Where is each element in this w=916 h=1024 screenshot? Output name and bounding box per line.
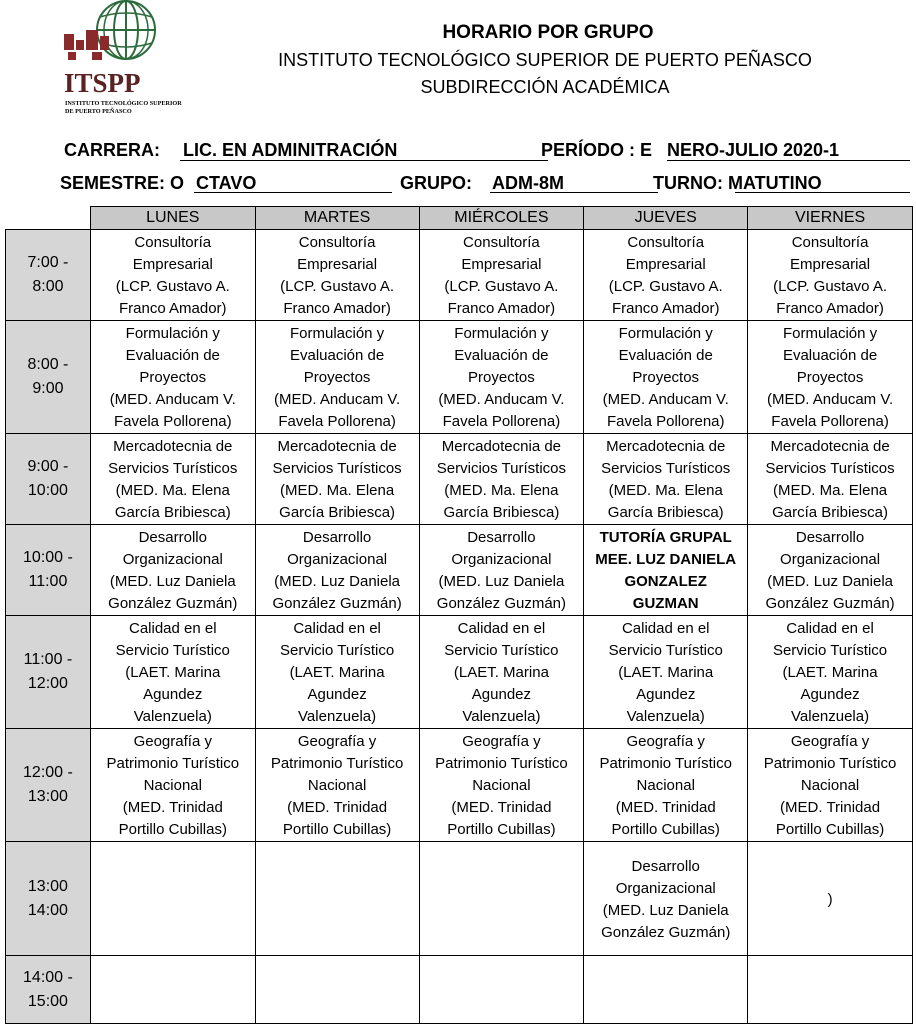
- class-cell-line: Agundez: [471, 686, 532, 703]
- class-cell-line: Nacional: [307, 777, 367, 794]
- class-cell-line: Favela Pollorena): [278, 413, 396, 430]
- class-cell-line: (MED. Trinidad: [122, 799, 223, 816]
- time-slot-line: 12:00 -: [23, 764, 73, 781]
- schedule-row: [6, 434, 913, 525]
- day-header: MARTES: [255, 207, 419, 230]
- class-cell-line: Desarrollo: [302, 529, 372, 546]
- class-cell-line: Evaluación de: [618, 347, 713, 364]
- schedule-row: [6, 525, 913, 616]
- class-cell-line: Desarrollo: [795, 529, 865, 546]
- class-cell-line: Organizacional: [780, 551, 881, 568]
- carrera-label: CARRERA:: [64, 140, 160, 160]
- class-cell: [748, 230, 913, 321]
- class-cell-line: Mercadotecnia de: [113, 438, 233, 455]
- class-cell-line: González Guzmán): [601, 923, 731, 941]
- class-cell-line: Valenzuela): [626, 708, 705, 725]
- class-cell-line: Consultoría: [463, 234, 540, 251]
- time-slot-line: 15:00: [27, 992, 68, 1010]
- class-cell-line: Favela Pollorena): [771, 413, 889, 430]
- day-header-row: [6, 207, 913, 230]
- class-cell: [748, 956, 913, 1024]
- time-slot-line: 9:00: [32, 380, 64, 397]
- time-slot-line: 10:00 -: [23, 549, 73, 566]
- class-cell-line: (LAET. Marina: [289, 664, 385, 681]
- time-slot: [6, 230, 91, 321]
- class-cell-line: Portillo Cubillas): [611, 821, 720, 838]
- day-header: JUEVES: [584, 207, 748, 230]
- class-cell: [584, 956, 748, 1024]
- class-cell-line: Portillo Cubillas): [282, 821, 392, 838]
- class-cell-line: Formulación y: [454, 325, 549, 342]
- class-cell-line: (MED. Anducam V.: [438, 391, 565, 408]
- class-cell-line: Evaluación de: [289, 347, 385, 364]
- class-cell-line: (MED. Ma. Elena: [115, 482, 230, 499]
- class-cell-line: Valenzuela): [133, 708, 212, 725]
- class-cell: [90, 230, 255, 321]
- class-cell: [255, 525, 419, 616]
- class-cell-line: (LAET. Marina: [125, 664, 221, 681]
- class-cell-line: Franco Amador): [776, 300, 884, 317]
- schedule-row: [6, 616, 913, 729]
- semestre-label: SEMESTRE: O: [60, 173, 185, 193]
- schedule-row: [6, 842, 913, 956]
- time-slot: [6, 434, 91, 525]
- class-cell: [584, 729, 748, 842]
- class-cell-line: Calidad en el: [621, 620, 710, 637]
- day-header: MIÉRCOLES: [419, 207, 584, 230]
- class-cell-line: GUZMAN: [632, 595, 699, 612]
- class-cell-line: GONZALEZ: [624, 573, 707, 590]
- class-cell-line: Proyectos: [796, 369, 864, 386]
- time-slot-line: 10:00: [27, 482, 68, 499]
- class-cell-line: Proyectos: [632, 369, 700, 386]
- class-cell-line: Proyectos: [139, 369, 207, 386]
- class-cell-line: ): [827, 890, 833, 908]
- class-cell: [255, 729, 419, 842]
- class-cell: [90, 321, 255, 434]
- class-cell-line: Calidad en el: [457, 620, 546, 637]
- class-cell-line: Servicio Turístico: [608, 642, 723, 659]
- class-cell-line: Geografía y: [297, 733, 377, 750]
- class-cell: [584, 321, 748, 434]
- class-cell: [748, 616, 913, 729]
- class-cell-line: Organizacional: [287, 551, 388, 568]
- class-cell: [419, 729, 584, 842]
- time-slot-line: 11:00 -: [23, 651, 73, 668]
- class-cell-line: Agundez: [143, 686, 203, 703]
- day-header: VIERNES: [748, 207, 913, 230]
- schedule-row: [6, 729, 913, 842]
- class-cell: [419, 230, 584, 321]
- day-header: LUNES: [90, 207, 255, 230]
- class-cell-line: Consultoría: [791, 234, 869, 251]
- semestre-value: CTAVO: [196, 173, 257, 193]
- class-cell-line: Servicios Turísticos: [108, 460, 238, 477]
- schedule-row: [6, 321, 913, 434]
- class-cell-line: González Guzmán): [436, 595, 567, 612]
- class-cell-line: Proyectos: [303, 369, 371, 386]
- class-cell-line: Patrimonio Turístico: [270, 755, 404, 772]
- turno-label: TURNO: MATUTINO: [653, 173, 822, 193]
- class-cell-line: Organizacional: [451, 551, 552, 568]
- class-cell-line: (MED. Anducam V.: [274, 391, 401, 408]
- time-slot-line: 13:00: [27, 877, 68, 895]
- class-cell-line: (MED. Ma. Elena: [608, 482, 723, 499]
- class-cell-line: Empresarial: [132, 256, 213, 273]
- time-slot: [6, 525, 91, 616]
- time-slot: [6, 321, 91, 434]
- class-cell-line: (MED. Luz Daniela: [438, 573, 565, 590]
- class-cell-line: TUTORÍA GRUPAL: [599, 529, 732, 546]
- class-cell-line: García Bribiesca): [443, 504, 560, 521]
- class-cell-line: (MED. Ma. Elena: [772, 482, 888, 499]
- time-slot-line: 7:00 -: [27, 254, 69, 271]
- class-cell-line: Mercadotecnia de: [441, 438, 562, 455]
- class-cell-line: Empresarial: [790, 256, 871, 273]
- time-slot-line: 14:00: [27, 901, 68, 919]
- class-cell-line: Organizacional: [615, 879, 716, 897]
- class-cell-line: Empresarial: [461, 256, 542, 273]
- class-cell-line: Nacional: [800, 777, 860, 794]
- class-cell-line: Calidad en el: [129, 620, 217, 637]
- class-cell-line: (MED. Trinidad: [451, 799, 552, 816]
- class-cell-line: (LAET. Marina: [453, 664, 549, 681]
- class-cell: [255, 230, 419, 321]
- class-cell: [748, 321, 913, 434]
- class-cell-line: (LCP. Gustavo A.: [773, 278, 888, 295]
- itspp-logo: [62, 0, 182, 120]
- class-cell-line: Formulación y: [782, 325, 878, 342]
- class-cell: [748, 525, 913, 616]
- grupo-value: ADM-8M: [492, 173, 564, 193]
- corner-cell: [6, 207, 91, 230]
- class-cell-line: Franco Amador): [283, 300, 391, 317]
- globe-icon: [97, 1, 155, 59]
- page-title: HORARIO POR GRUPO: [442, 22, 654, 43]
- logo-text: ITSPP: [64, 68, 141, 98]
- class-cell-line: Agundez: [636, 686, 696, 703]
- class-cell: [419, 956, 584, 1024]
- class-cell: [419, 525, 584, 616]
- class-cell-line: Servicio Turístico: [115, 642, 230, 659]
- class-cell-line: Favela Pollorena): [114, 413, 232, 430]
- class-cell-line: (MED. Anducam V.: [109, 391, 236, 408]
- class-cell-line: (LCP. Gustavo A.: [115, 278, 230, 295]
- class-cell-line: Patrimonio Turístico: [435, 755, 568, 772]
- class-cell: [90, 842, 255, 956]
- class-cell: [255, 956, 419, 1024]
- class-cell-line: (MED. Luz Daniela: [602, 901, 729, 919]
- class-cell-line: (MED. Trinidad: [615, 799, 716, 816]
- class-cell-line: Patrimonio Turístico: [763, 755, 897, 772]
- time-slot: [6, 842, 91, 956]
- institution-name: INSTITUTO TECNOLÓGICO SUPERIOR DE PUERTO PEÑASCO: [278, 50, 812, 70]
- class-cell-line: Consultoría: [627, 234, 705, 251]
- class-cell-line: García Bribiesca): [114, 504, 231, 521]
- class-cell-line: González Guzmán): [108, 595, 238, 612]
- class-cell-line: Nacional: [636, 777, 695, 794]
- department-name: SUBDIRECCIÓN ACADÉMICA: [420, 77, 670, 97]
- class-cell: [255, 842, 419, 956]
- class-cell: [748, 434, 913, 525]
- class-cell-line: Servicios Turísticos: [601, 460, 731, 477]
- class-cell-line: Formulación y: [289, 325, 385, 342]
- class-cell-line: MEE. LUZ DANIELA: [595, 551, 737, 568]
- class-cell: [584, 616, 748, 729]
- class-cell-line: (LAET. Marina: [782, 664, 878, 681]
- class-cell-line: Patrimonio Turístico: [106, 755, 240, 772]
- class-cell-line: Mercadotecnia de: [606, 438, 726, 455]
- class-cell-line: Geografía y: [462, 733, 541, 750]
- carrera-underline: [180, 160, 548, 161]
- class-cell-line: Franco Amador): [447, 300, 556, 317]
- class-cell-line: García Bribiesca): [607, 504, 724, 521]
- schedule-table: [5, 206, 913, 1024]
- class-cell-line: Servicio Turístico: [444, 642, 559, 659]
- class-cell-line: Servicio Turístico: [772, 642, 888, 659]
- time-slot: [6, 956, 91, 1024]
- turno-underline: [735, 192, 910, 193]
- class-cell: [748, 729, 913, 842]
- semestre-underline: [194, 192, 392, 193]
- carrera-value: LIC. EN ADMINITRACIÓN: [183, 140, 398, 160]
- class-cell: [419, 434, 584, 525]
- periodo-underline: [667, 160, 910, 161]
- class-cell-line: Desarrollo: [138, 529, 207, 546]
- class-cell-line: Servicios Turísticos: [765, 460, 895, 477]
- class-cell-line: Mercadotecnia de: [277, 438, 397, 455]
- class-cell-line: Desarrollo: [631, 857, 700, 875]
- class-cell: [255, 434, 419, 525]
- class-cell-line: Valenzuela): [791, 708, 870, 725]
- class-cell-line: Favela Pollorena): [606, 413, 725, 430]
- class-cell-line: Empresarial: [625, 256, 706, 273]
- class-cell-line: Empresarial: [297, 256, 378, 273]
- periodo-label: PERÍODO : E: [541, 140, 653, 160]
- class-cell-line: Consultoría: [134, 234, 212, 251]
- class-cell-line: Formulación y: [618, 325, 713, 342]
- class-cell-line: Servicio Turístico: [279, 642, 395, 659]
- class-cell: [90, 525, 255, 616]
- class-cell-line: Patrimonio Turístico: [599, 755, 732, 772]
- class-cell-line: Agundez: [800, 686, 860, 703]
- class-cell-line: Proyectos: [468, 369, 535, 386]
- class-cell-line: Nacional: [143, 777, 202, 794]
- time-slot: [6, 729, 91, 842]
- class-cell: [419, 616, 584, 729]
- class-cell-line: (LCP. Gustavo A.: [280, 278, 395, 295]
- class-cell-line: González Guzmán): [272, 595, 402, 612]
- schedule-row: [6, 956, 913, 1024]
- class-cell-line: Valenzuela): [298, 708, 377, 725]
- class-cell-line: Evaluación de: [782, 347, 878, 364]
- class-cell-line: Portillo Cubillas): [447, 821, 556, 838]
- class-cell-line: (MED. Luz Daniela: [767, 573, 893, 590]
- class-cell-line: Evaluación de: [125, 347, 220, 364]
- class-cell-line: Nacional: [472, 777, 531, 794]
- time-slot-line: 11:00: [28, 573, 68, 590]
- time-slot-line: 8:00: [32, 278, 64, 295]
- class-cell-line: (LCP. Gustavo A.: [444, 278, 559, 295]
- class-cell-line: Valenzuela): [462, 708, 541, 725]
- class-cell-line: (MED. Ma. Elena: [279, 482, 395, 499]
- class-cell: [584, 230, 748, 321]
- time-slot: [6, 616, 91, 729]
- class-cell-line: Servicios Turísticos: [272, 460, 402, 477]
- schedule-row: [6, 230, 913, 321]
- logo-subtext-1: INSTITUTO TECNOLÓGICO SUPERIOR: [65, 100, 182, 107]
- class-cell-line: Favela Pollorena): [442, 413, 561, 430]
- time-slot-line: 8:00 -: [27, 356, 69, 373]
- time-slot-line: 12:00: [27, 675, 68, 692]
- class-cell: [90, 616, 255, 729]
- class-cell-line: Consultoría: [298, 234, 376, 251]
- class-cell: [584, 434, 748, 525]
- class-cell-line: (MED. Trinidad: [780, 799, 881, 816]
- grupo-underline: [490, 192, 658, 193]
- class-cell: [90, 729, 255, 842]
- periodo-value: NERO-JULIO 2020-1: [667, 140, 840, 160]
- class-cell-line: (MED. Trinidad: [287, 799, 388, 816]
- time-slot-line: 14:00 -: [23, 968, 73, 986]
- class-cell: [584, 842, 748, 956]
- class-cell-line: Organizacional: [122, 551, 223, 568]
- class-cell-line: Portillo Cubillas): [775, 821, 885, 838]
- class-cell-line: Formulación y: [125, 325, 220, 342]
- class-cell-line: García Bribiesca): [279, 504, 396, 521]
- class-cell-line: Desarrollo: [467, 529, 536, 546]
- time-slot-line: 9:00 -: [27, 458, 69, 475]
- class-cell-line: Geografía y: [790, 733, 870, 750]
- grupo-label: GRUPO:: [400, 173, 472, 193]
- class-cell: [255, 321, 419, 434]
- class-cell-line: (MED. Anducam V.: [766, 391, 894, 408]
- class-cell: [419, 842, 584, 956]
- class-cell-line: (LAET. Marina: [618, 664, 714, 681]
- class-cell: [584, 525, 748, 616]
- class-cell: [90, 434, 255, 525]
- class-cell-line: (MED. Anducam V.: [602, 391, 729, 408]
- class-cell-line: Agundez: [307, 686, 367, 703]
- class-cell: [255, 616, 419, 729]
- class-cell-line: (MED. Luz Daniela: [109, 573, 236, 590]
- class-cell-line: Evaluación de: [454, 347, 549, 364]
- class-cell-line: Geografía y: [133, 733, 212, 750]
- class-cell-line: Servicios Turísticos: [436, 460, 566, 477]
- class-cell-line: Mercadotecnia de: [770, 438, 890, 455]
- class-cell: [748, 842, 913, 956]
- class-cell-line: (LCP. Gustavo A.: [608, 278, 723, 295]
- class-cell-line: Calidad en el: [293, 620, 381, 637]
- class-cell-line: (MED. Luz Daniela: [274, 573, 401, 590]
- class-cell-line: Franco Amador): [119, 300, 227, 317]
- class-cell-line: Franco Amador): [611, 300, 720, 317]
- time-slot-line: 13:00: [27, 788, 68, 805]
- class-cell-line: (MED. Ma. Elena: [444, 482, 559, 499]
- class-cell-line: Portillo Cubillas): [118, 821, 227, 838]
- class-cell: [419, 321, 584, 434]
- class-cell-line: González Guzmán): [765, 595, 895, 612]
- class-cell-line: García Bribiesca): [772, 504, 888, 521]
- logo-subtext-2: DE PUERTO PEÑASCO: [65, 108, 132, 115]
- class-cell-line: Geografía y: [626, 733, 705, 750]
- class-cell-line: Calidad en el: [786, 620, 874, 637]
- class-cell: [90, 956, 255, 1024]
